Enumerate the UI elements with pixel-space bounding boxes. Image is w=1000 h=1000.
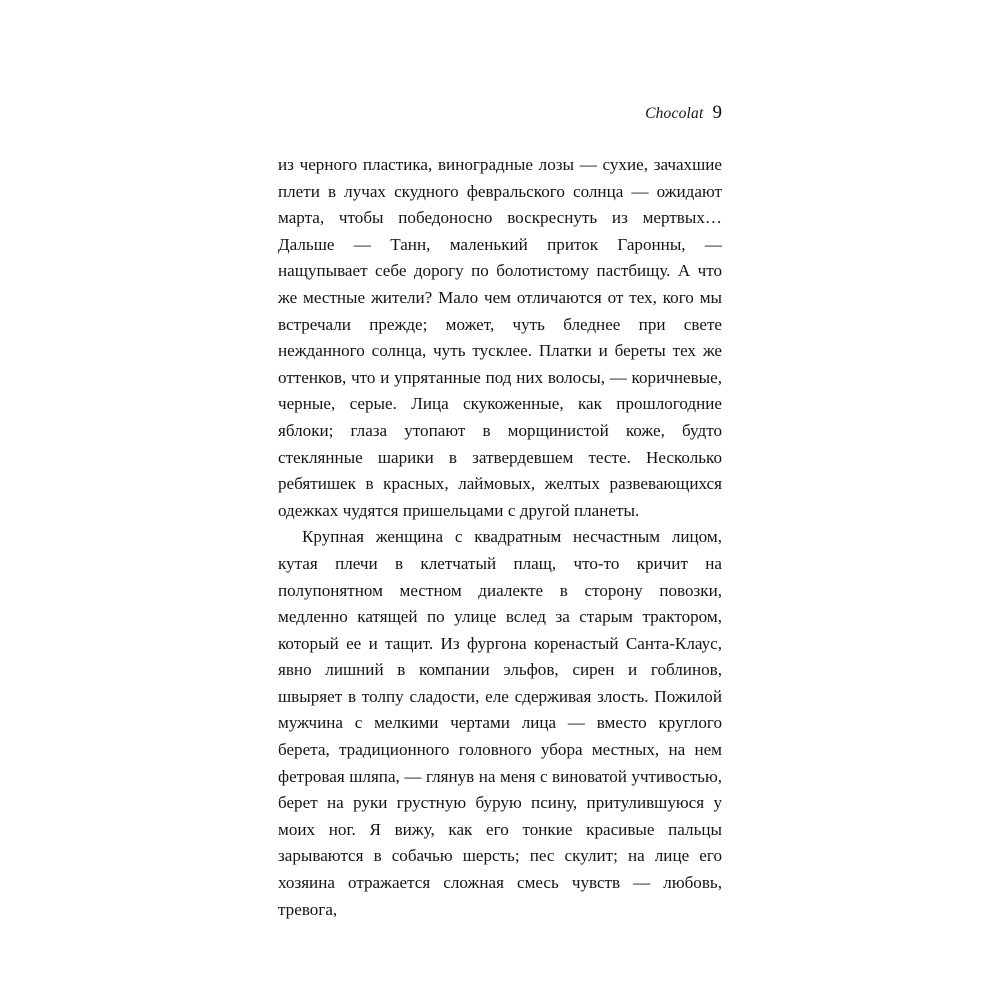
running-head (278, 103, 722, 122)
body-text-column (278, 152, 722, 950)
paragraph-2: Крупная женщина с квадратным несчастным лицом, кутая плечи в клетчатый плащ, что-то кричит на полупонятном местном диалекте в сторону повозки, медленно катящей по улице вслед за старым трактором, который ее и тащит. Из фургона коренастый Санта-Клаус, явно лишний в компании эльфов, сирен и гоблинов, швыряет в толпу сладости, еле сдерживая злость. Пожилой мужчина с мелкими чертами лица — вместо круглого берета, традиционного головного убора местных, на нем фетровая шляпа, — глянув на меня с виноватой учтивостью, берет на руки грустную бурую псину, притулившуюся у моих ног. Я вижу, как его тонкие красивые пальцы зарываются в собачью шерсть; пес скулит; на лице его хозяина отражается сложная смесь чувств — любовь, тревога, (278, 527, 722, 919)
paragraph-1: из черного пластика, виноградные лозы — сухие, зачахшие плети в лучах скудного февральского солнца — ожидают марта, чтобы победоносно воскреснуть из мертвых… Дальше — Танн, маленький приток Гаронны, — нащупывает себе дорогу по болотистому пастбищу. А что же местные жители? Мало чем отличаются от тех, кого мы встречали прежде; может, чуть бледнее при свете нежданного солнца, чуть тусклее. Платки и береты тех же оттенков, что и упрятанные под них волосы, — коричневые, черные, серые. Лица скукоженные, как прошлогодние яблоки; глаза утопают в морщинистой коже, будто стеклянные шарики в затвердевшем тесте. Несколько ребятишек в красных, лаймовых, желтых развевающихся одежках чудятся пришельцами с другой планеты. (278, 155, 722, 520)
running-head-book-title: Chocolat (645, 105, 704, 122)
page-number: 9 (712, 102, 722, 123)
